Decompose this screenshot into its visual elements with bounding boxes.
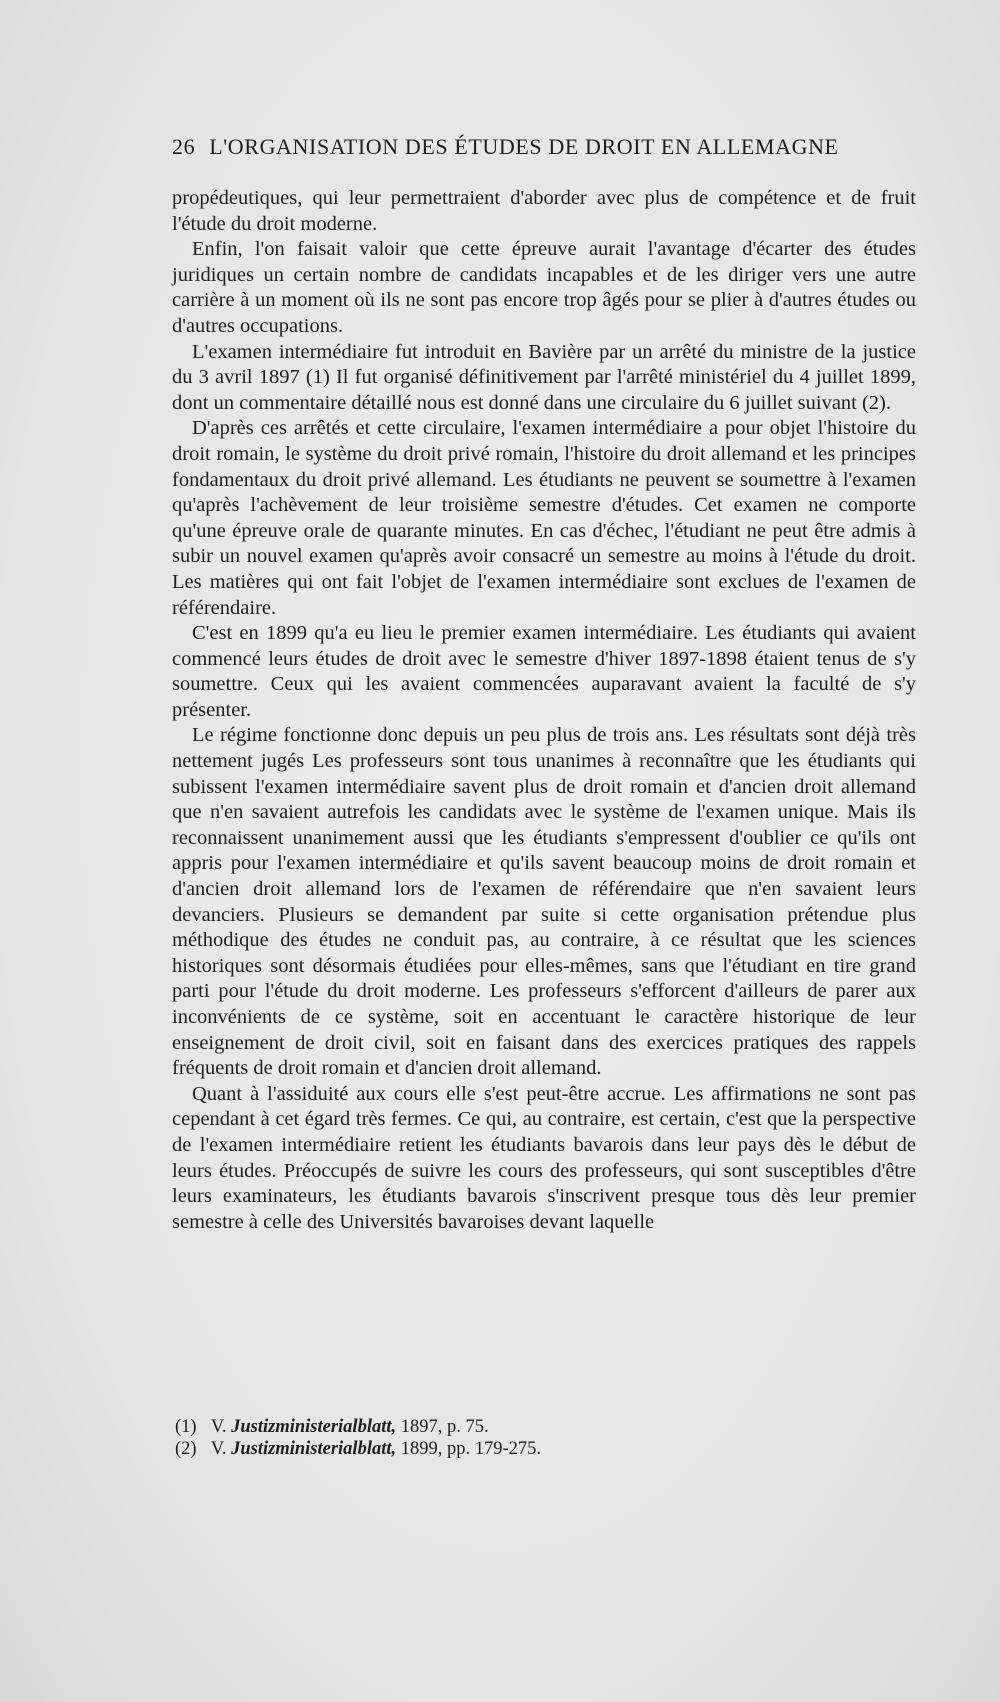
- body-text: [172, 186, 916, 1235]
- footnote-number: (1): [175, 1417, 197, 1437]
- footnote-journal: Justizministerialblatt,: [231, 1417, 397, 1437]
- paragraph: L'examen intermédiaire fut introduit en Bavière par un arrêté du ministre de la justice du 3 avril 1897 (1) Il fut organisé définitivement par l'arrêté ministériel du 4 juillet 1899, dont un commentaire détaillé nous est donné dans une circulaire du 6 juillet suivant (2).: [172, 340, 916, 414]
- paragraph: C'est en 1899 qu'a eu lieu le premier examen intermédiaire. Les étudiants qui avaient commencé leurs études de droit avec le semestre d'hiver 1897-1898 étaient tenus de s'y soumettre. Ceux qui les avaient commencées auparavant avaient la faculté de s'y présenter.: [172, 622, 916, 721]
- running-title: L'ORGANISATION DES ÉTUDES DE DROIT EN ALLEMAGNE: [209, 134, 839, 159]
- paragraph: Quant à l'assiduité aux cours elle s'est peut-être accrue. Les affirmations ne sont pas cependant à cet égard très fermes. Ce qui, au contraire, est certain, c'est que la perspective de l'examen intermédiaire retient les étudiants bavarois dans leur pays dès le début de leurs études. Préoccupés de suivre les cours des professeurs, qui sont susceptibles d'être leurs examinateurs, les étudiants bavarois s'inscrivent presque tous dès leur premier semestre à celle des Universités bavaroises devant laquelle: [172, 1082, 916, 1233]
- footnote-prefix: V.: [210, 1417, 227, 1437]
- footnotes: [175, 1416, 775, 1460]
- footnote-details: 1899, pp. 179-275.: [400, 1439, 542, 1459]
- footnote: [175, 1416, 775, 1438]
- footnote: [175, 1438, 775, 1460]
- footnote-number: (2): [175, 1439, 197, 1459]
- paragraph: Le régime fonctionne donc depuis un peu plus de trois ans. Les résultats sont déjà très nettement jugés Les professeurs sont tous unanimes à reconnaître que les étudiants qui subissent l'examen intermédiaire savent plus de droit romain et d'ancien droit allemand que n'en savaient autrefois les candidats avec le système de l'examen unique. Mais ils reconnaissent unanimement aussi que les étudiants s'empressent d'oublier ce qu'ils ont appris pour l'examen intermédiaire et qu'ils savent beaucoup moins de droit romain et d'ancien droit allemand lors de l'examen de référendaire que n'en savaient leurs devanciers. Plusieurs se demandent par suite si cette organisation prétendue plus méthodique des études ne conduit pas, au contraire, à ce résultat que les sciences historiques sont désormais étudiées pour elles-mêmes, sans que l'étudiant en tire grand parti pour l'étude du droit moderne. Les professeurs s'efforcent d'ailleurs de parer aux inconvénients de ce système, soit en accentuant le caractère historique de leur enseignement de droit civil, soit en faisant dans des exercices pratiques des rappels fréquents de droit romain et d'ancien droit allemand.: [172, 724, 916, 1080]
- page-number: 26: [172, 134, 196, 159]
- footnote-details: 1897, p. 75.: [400, 1417, 489, 1437]
- paragraph: D'après ces arrêtés et cette circulaire, l'examen intermédiaire a pour objet l'histoire du droit romain, le système du droit privé romain, l'histoire du droit allemand et les principes fondamentaux du droit privé allemand. Les étudiants ne peuvent se soumettre à l'examen qu'après l'achèvement de leur troisième semestre d'études. Cet examen ne comporte qu'une épreuve orale de quarante minutes. En cas d'échec, l'étudiant ne peut être admis à subir un nouvel examen qu'après avoir consacré un semestre au moins à l'étude du droit. Les matières qui ont fait l'objet de l'examen intermédiaire sont exclues de l'examen de référendaire.: [172, 417, 916, 619]
- paragraph: Enfin, l'on faisait valoir que cette épreuve aurait l'avantage d'écarter des études juridiques un certain nombre de candidats incapables et de les diriger vers une autre carrière à un moment où ils ne sont pas encore trop âgés pour se plier à d'autres études ou d'autres occupations.: [172, 238, 916, 337]
- footnote-prefix: V.: [210, 1439, 227, 1459]
- paragraph: propédeutiques, qui leur permettraient d'aborder avec plus de compétence et de fruit l'étude du droit moderne.: [172, 187, 916, 235]
- footnote-journal: Justizministerialblatt,: [231, 1439, 397, 1459]
- running-header: [172, 134, 872, 160]
